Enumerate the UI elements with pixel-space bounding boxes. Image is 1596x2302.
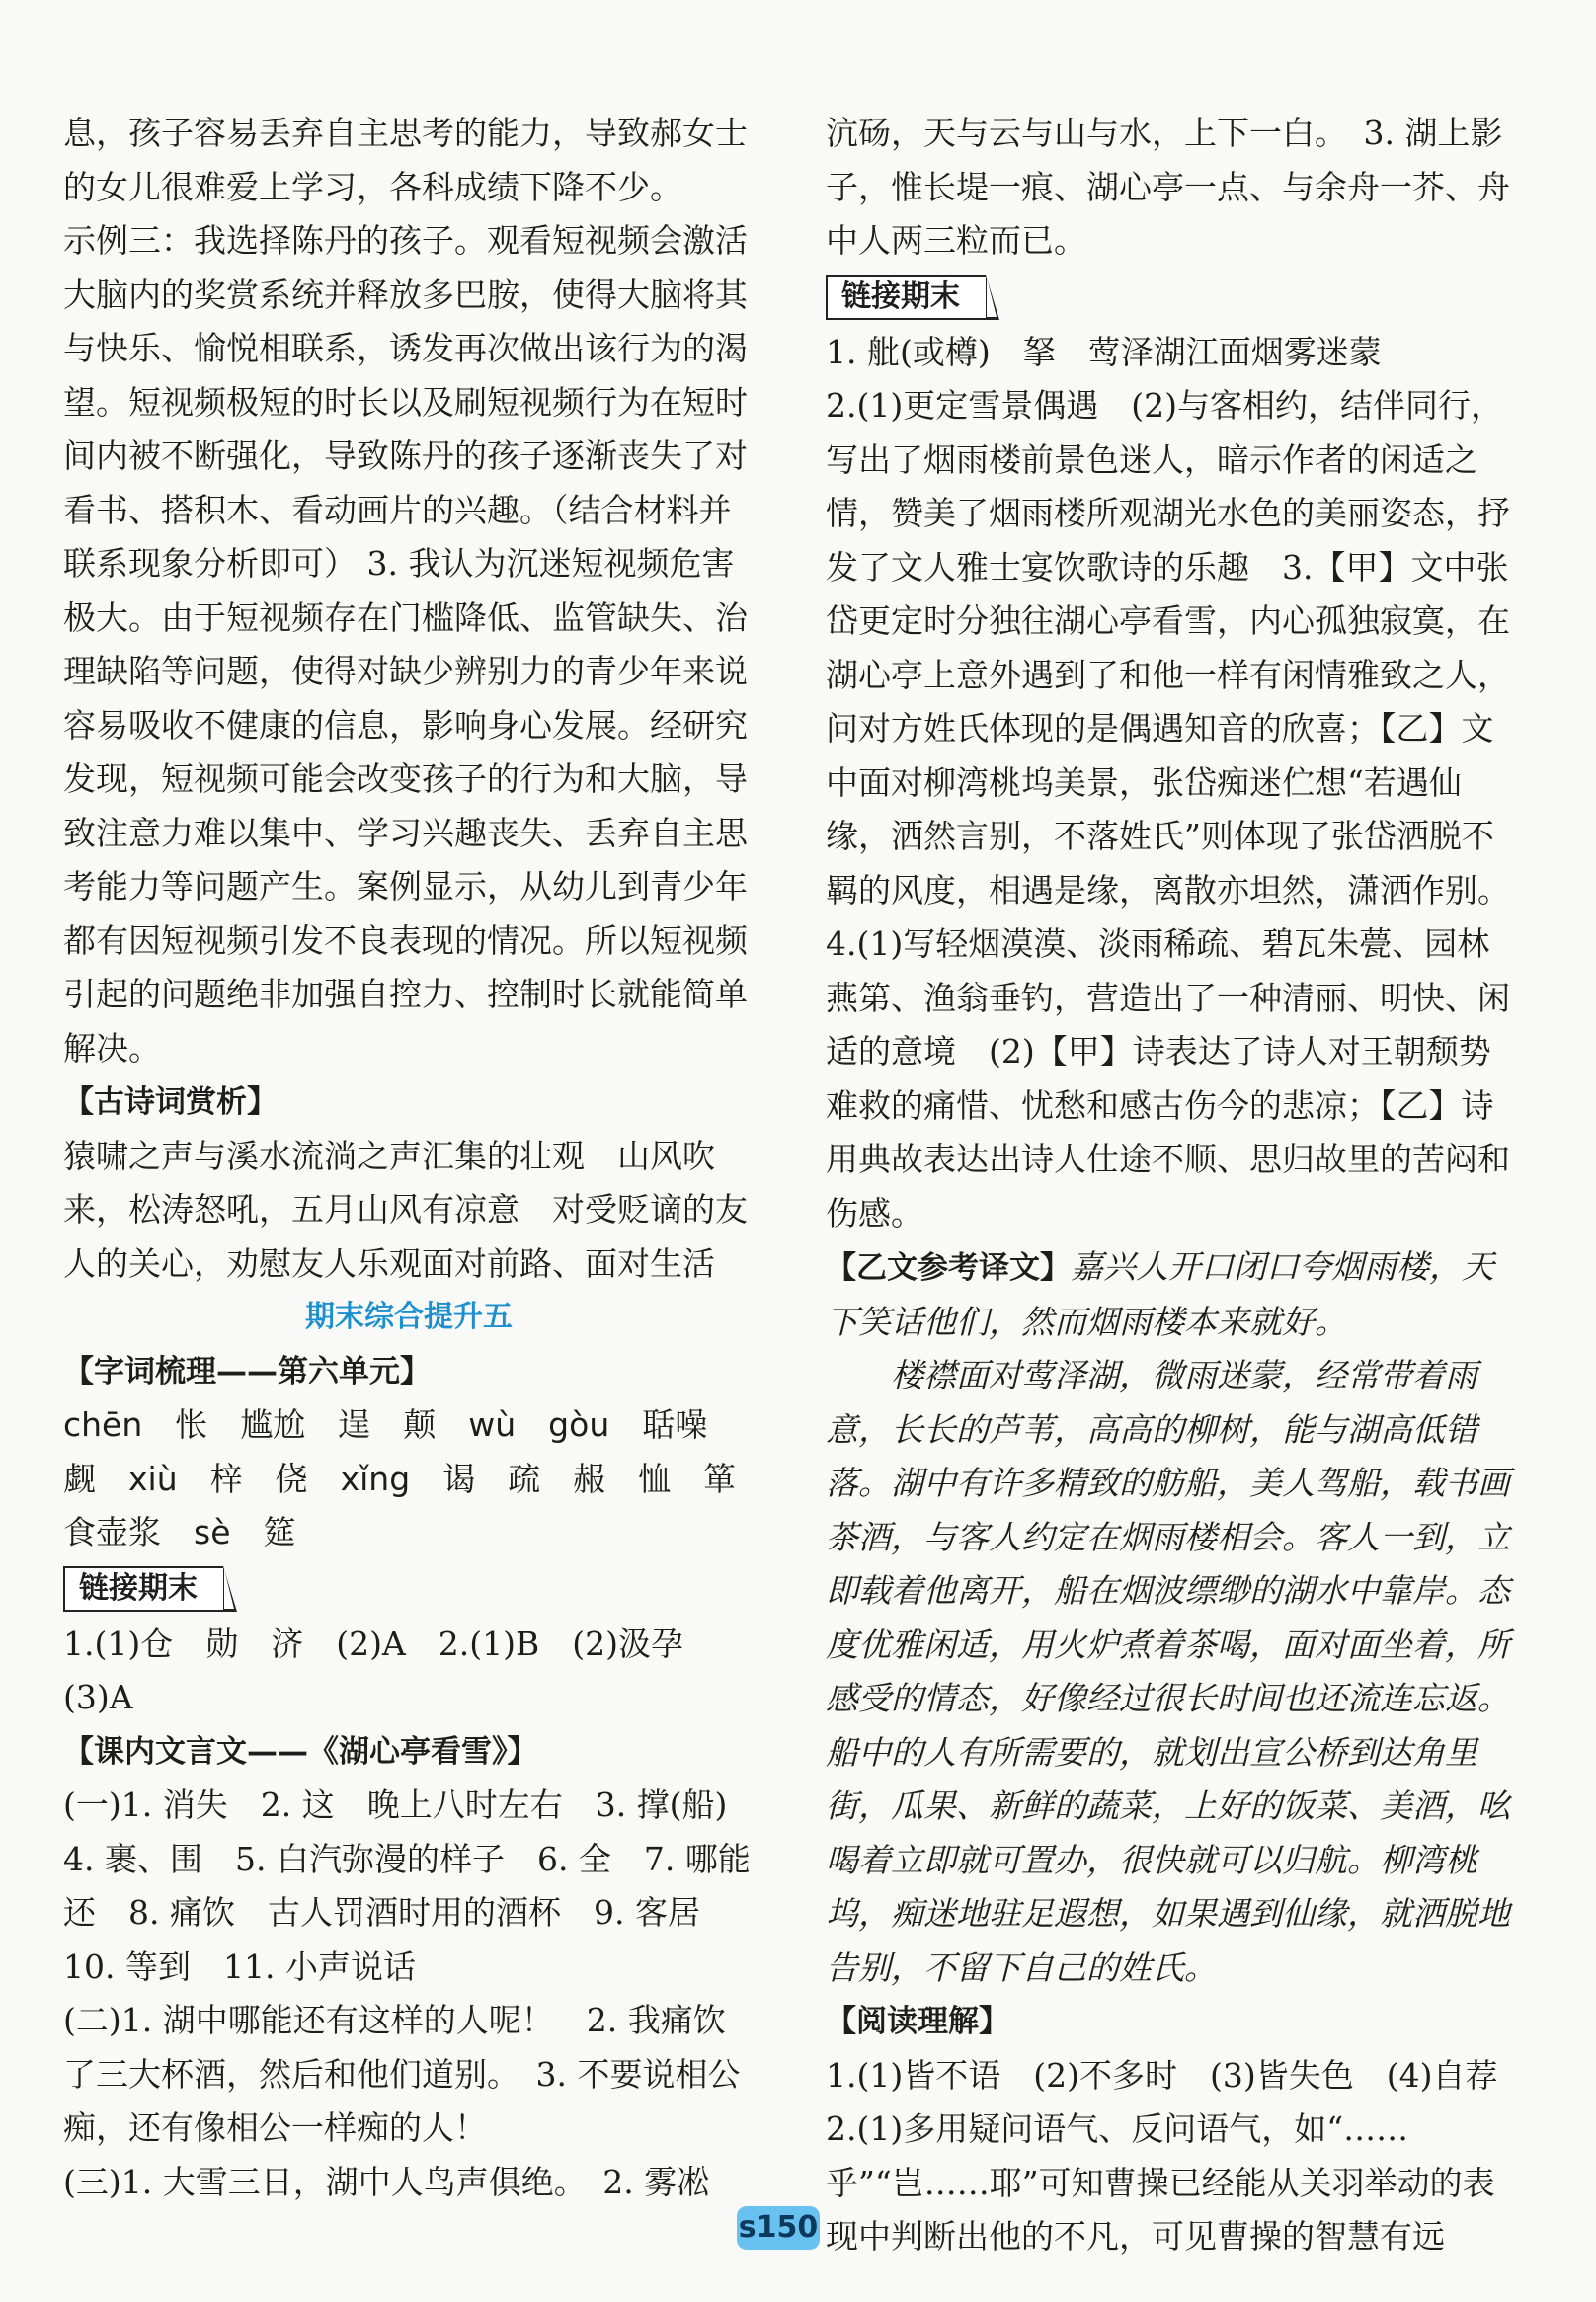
paragraph: 1.(1)皆不语 (2)不多时 (3)皆失色 (4)自荐 2.(1)多用疑问语气、反问语气，如“……乎”“岂……耶”可知曹操已经能从关羽举动的表现中判断出他的不凡，可见曹操的智慧有远	[826, 2055, 1531, 2256]
chapter-title: 期末综合提升五	[305, 1300, 513, 1334]
section-heading-poem: 【古诗词赏析】	[63, 1084, 278, 1120]
link-tab: 链接期末	[826, 275, 986, 320]
left-column	[63, 107, 760, 2209]
paragraph: 楼襟面对莺泽湖，微雨迷蒙，经常带着雨意，长长的芦苇，高高的柳树，能与湖高低错落。湖中有许多精致的舫船，美人驾船，载书画茶酒，与客人约定在烟雨楼相会。客人一到，立即载着他离开，船在烟波缥缈的湖水中靠岸。态度优雅闲适，用火炉煮着茶喝，面对面坐着，所感受的情态，好像经过很长时间也还流连忘返。船中的人有所需要的，就划出宣公桥到达角里街，瓜果、新鲜的蔬菜，上好的饭菜、美酒，吆喝着立即就可置办，很快就可以归航。柳湾桃坞，痴迷地驻足遐想，如果遇到仙缘，就洒脱地告别，不留下自己的姓氏。	[826, 1356, 1510, 1987]
paragraph: 1. 舭(或樽) 拏 莺泽湖江面烟雾迷蒙	[826, 332, 1382, 371]
translation-text: 嘉兴人开口闭口夸烟雨楼，天下笑话他们，然而烟雨楼本来就好。	[826, 1247, 1494, 1341]
right-column	[826, 107, 1531, 2264]
paragraph: (三)1. 大雪三日，湖中人鸟声俱绝。 2. 雾凇	[63, 2162, 710, 2201]
paragraph: 息，孩子容易丢弃自主思考的能力，导致郝女士的女儿很难爱上学习，各科成绩下降不少。	[63, 114, 748, 206]
link-tab: 链接期末	[63, 1566, 223, 1612]
paragraph: 猿啸之声与溪水流淌之声汇集的壮观 山风吹来，松涛怒吼，五月山风有凉意 对受贬谪的友人的关心，劝慰友人乐观面对前路、面对生活	[63, 1136, 748, 1283]
paragraph: (一)1. 消失 2. 这 晚上八时左右 3. 撑(船) 4. 裹、围 5. 白汽弥漫的样子 6. 全 7. 哪能还 8. 痛饮 古人罚酒时用的酒杯 9. 客居 10. 等到 11. 小声说话	[63, 1786, 760, 1986]
paragraph: 示例三：我选择陈丹的孩子。观看短视频会激活大脑内的奖赏系统并释放多巴胺，使得大脑将其与快乐、愉悦相联系，诱发再次做出该行为的渴望。短视频极短的时长以及刷短视频行为在短时间内被不断强化，导致陈丹的孩子逐渐丧失了对看书、搭积木、看动画片的兴趣。（结合材料并联系现象分析即可） 3. 我认为沉迷短视频危害极大。由于短视频存在门槛降低、监管缺失、治理缺陷等问题，使得对缺少辨别力的青少年来说容易吸收不健康的信息，影响身心发展。经研究发现，短视频可能会改变孩子的行为和大脑，导致注意力难以集中、学习兴趣丧失、丢弃自主思考能力等问题产生。案例显示，从幼儿到青少年都有因短视频引发不良表现的情况。所以短视频引起的问题绝非加强自控力、控制时长就能简单解决。	[63, 221, 748, 1068]
paragraph: (二)1. 湖中哪能还有这样的人呢！ 2. 我痛饮了三大杯酒，然后和他们道别。 3. 不要说相公痴，还有像相公一样痴的人！	[63, 2001, 741, 2147]
paragraph: 2.(1)更定雪景偶遇 (2)与客相约，结伴同行，写出了烟雨楼前景色迷人，暗示作者的闲适之情，赞美了烟雨楼所观湖光水色的美丽姿态，抒发了文人雅士宴饮歌诗的乐趣 3.【甲】文中张岱更定时分独往湖心亭看雪，内心孤独寂寞，在湖心亭上意外遇到了和他一样有闲情雅致之人，问对方姓氏体现的是偶遇知音的欣喜；【乙】文中面对柳湾桃坞美景，张岱痴迷伫想“若遇仙缘，洒然言别，不落姓氏”则体现了张岱洒脱不羁的风度，相遇是缘，离散亦坦然，潇洒作别。	[826, 386, 1510, 910]
section-heading-reading: 【阅读理解】	[826, 2004, 1009, 2039]
paragraph: 1.(1)仓 勋 济 (2)A 2.(1)B (2)汲孕 (3)A	[63, 1624, 717, 1716]
section-heading-translation: 【乙文参考译文】	[826, 1250, 1071, 1286]
paragraph: 沆砀，天与云与山与水，上下一白。 3. 湖上影子，惟长堤一痕、湖心亭一点、与余舟一芥、舟中人两三粒而已。	[826, 114, 1510, 260]
paragraph: 4.(1)写轻烟漠漠、淡雨稀疏、碧瓦朱甍、园林燕第、渔翁垂钓，营造出了一种清丽、明快、闲适的意境 (2)【甲】诗表达了诗人对王朝颓势难救的痛惜、忧愁和感古伤今的悲凉；【乙】诗用典故表达出诗人仕途不顺、思归故里的苦闷和伤感。	[826, 924, 1510, 1232]
paragraph	[826, 1240, 1517, 1349]
section-heading-words: 【字词梳理——第六单元】	[63, 1353, 431, 1389]
section-heading-classic: 【课内文言文——《湖心亭看雪》】	[63, 1733, 538, 1770]
page-number: s150	[737, 2206, 820, 2250]
paragraph: chēn 怅 尴尬 逞 颠 wù gòu 聒噪 觑 xiù 梓 侥 xǐng 谒 疏 赧 恤 箪食壶浆 sè 筵	[63, 1405, 741, 1551]
